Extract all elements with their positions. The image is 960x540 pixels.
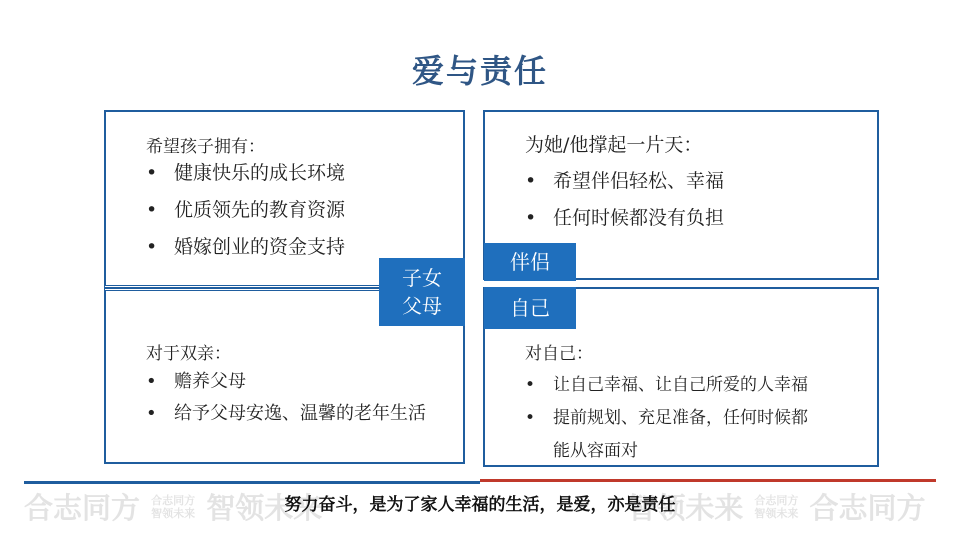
watermark-text: 智领未来 (627, 491, 744, 525)
children-list (146, 160, 345, 271)
list-item: • 婚嫁创业的资金支持 (146, 234, 345, 271)
list-item: • 让自己幸福、让自己所爱的人幸福 (525, 373, 808, 406)
self-heading: 对自己： (525, 344, 593, 364)
watermark-small-line2: 智领未来 (754, 506, 799, 520)
self-tag: 自己 (484, 287, 576, 329)
partner-tag: 伴侣 (484, 243, 576, 281)
list-item: • 任何时候都没有负担 (525, 205, 724, 242)
watermark-text: 合志同方 (809, 491, 926, 525)
list-item: • 赡养父母 (146, 369, 426, 401)
parents-list (146, 369, 426, 433)
partner-list (525, 168, 724, 242)
children-tag-label: 子女 (402, 266, 442, 290)
list-item-continuation: 能从容面对 (553, 441, 638, 461)
slide-title: 爱与责任 (411, 52, 548, 90)
list-item: • 希望伴侣轻松、幸福 (525, 168, 724, 205)
watermark-text: 合志同方 (24, 491, 141, 525)
footer-rule-red (480, 479, 936, 482)
watermark-small-line2: 智领未来 (151, 506, 196, 520)
children-parents-tag (379, 258, 465, 326)
list-item: • 健康快乐的成长环境 (146, 160, 345, 197)
parents-tag-label: 父母 (402, 294, 442, 318)
children-heading: 希望孩子拥有： (146, 137, 265, 157)
footer-slogan: 努力奋斗，是为了家人幸福的生活，是爱，亦是责任 (284, 495, 676, 515)
list-item: • 优质领先的教育资源 (146, 197, 345, 234)
footer-rule-blue (24, 481, 480, 484)
watermark-small-line1: 合志同方 (151, 493, 196, 507)
watermark-small-line1: 合志同方 (754, 493, 799, 507)
partner-heading: 为她/他撑起一片天： (525, 134, 703, 156)
watermark-text: 智领未来 (206, 491, 323, 525)
self-list (525, 373, 808, 472)
list-item: • 提前规划、充足准备，任何时候都 (525, 406, 808, 439)
list-item: • 给予父母安逸、温馨的老年生活 (146, 401, 426, 433)
parents-heading: 对于双亲： (146, 344, 231, 364)
